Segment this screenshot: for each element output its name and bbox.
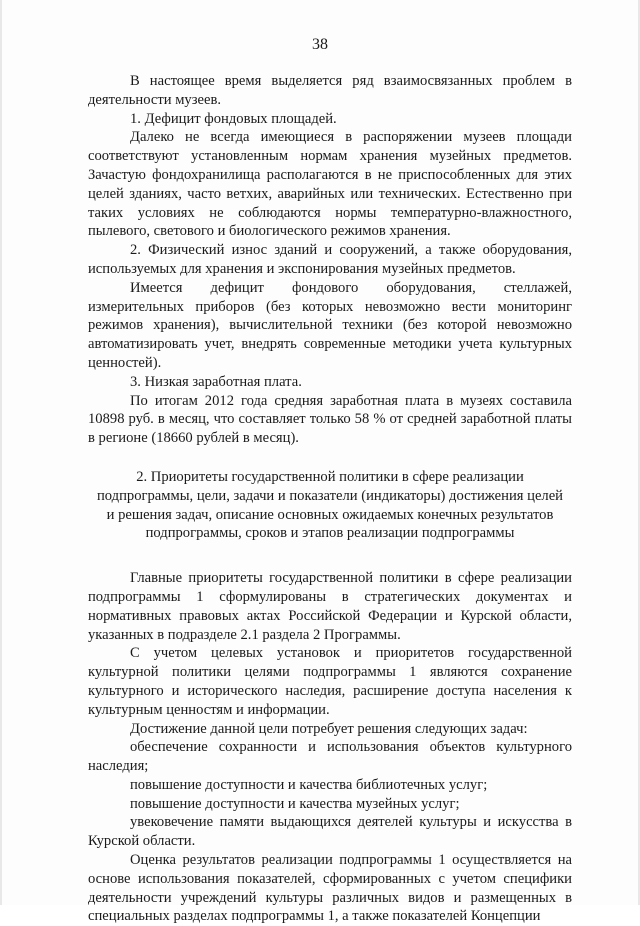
paragraph: Имеется дефицит фондового оборудования, стеллажей, измерительных приборов (без которых невозможно вести мониторинг режимов хранения), вычислительной техники (без которой невозможно автоматизировать учет, внедрять современные методики учета культурных ценностей). — [88, 279, 572, 371]
paragraph: Достижение данной цели потребует решения следующих задач: — [130, 720, 528, 737]
task-item: повышение доступности и качества библиотечных услуг; — [130, 776, 488, 793]
paragraph: Оценка результатов реализации подпрограммы 1 осуществляется на основе использования показателей, сформированных с учетом специфики деятельности учреждений культуры различных видов и размещенных в специальных разделах подпрограммы 1, а также показателей Концепции — [88, 852, 572, 925]
task-item: повышение доступности и качества музейных услуг; — [130, 795, 460, 812]
task-item: обеспечение сохранности и использования объектов культурного наследия; — [88, 739, 572, 775]
list-item: 2. Физический износ зданий и сооружений, а также оборудования, используемых для хранения и экспонирования музейных предметов. — [88, 242, 572, 277]
section-heading: 2. Приоритеты государственной политики в сфере реализации подпрограммы, цели, задачи и показатели (индикаторы) достижения целей и решения задач, описание основных ожидаемых конечных результатов подпрограммы, сроков и этапов реализации подпрограммы — [97, 468, 563, 542]
list-item: 1. Дефицит фондовых площадей. — [130, 110, 337, 127]
document-body — [88, 72, 572, 926]
paragraph: Далеко не всегда имеющиеся в распоряжении музеев площади соответствуют установленным нормам хранения музейных предметов. Зачастую фондохранилища располагаются в не приспособленных для этих целей зданиях, часто ветхих, аварийных или технических. Естественно при таких условиях не соблюдаются нормы температурно-влажностного, пылевого, светового и биологического режимов хранения. — [88, 129, 572, 240]
paragraph: Главные приоритеты государственной политики в сфере реализации подпрограммы 1 сформулированы в стратегических документах и нормативных правовых актах Российской Федерации и Курской области, указанных в подразделе 2.1 раздела 2 Программы. — [88, 570, 572, 643]
page-edge-left — [0, 0, 2, 905]
paragraph: По итогам 2012 года средняя заработная плата в музеях составила 10898 руб. в месяц, что составляет только 58 % от средней заработной платы в регионе (18660 рублей в месяц). — [88, 392, 572, 447]
task-item: увековечение памяти выдающихся деятелей культуры и искусства в Курской области. — [88, 814, 572, 850]
page-number: 38 — [312, 36, 328, 53]
paragraph: В настоящее время выделяется ряд взаимосвязанных проблем в деятельности музеев. — [88, 73, 572, 108]
list-item: 3. Низкая заработная плата. — [130, 373, 302, 390]
paragraph: С учетом целевых установок и приоритетов государственной культурной политики целями подпрограммы 1 являются сохранение культурного и исторического наследия, расширение доступа населения к культурным ценностям и информации. — [88, 645, 572, 718]
